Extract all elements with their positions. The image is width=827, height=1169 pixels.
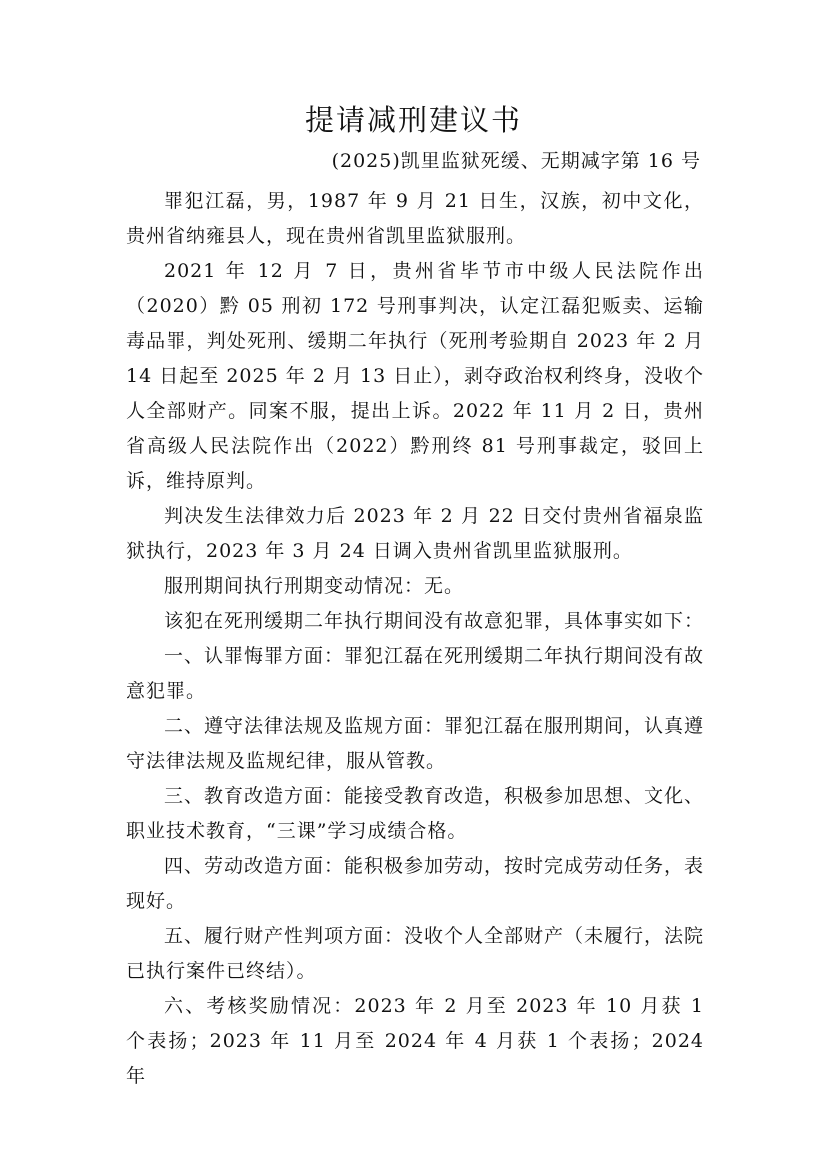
paragraph-sentence-change: 服刑期间执行刑期变动情况：无。 xyxy=(164,575,465,597)
paragraph-rewards: 六、考核奖励情况：2023 年 2 月至 2023 年 10 月获 1 个表扬；2023 年 11 月至 2024 年 4 月获 1 个表扬；2024 年 xyxy=(126,995,704,1087)
paragraph-labor: 四、劳动改造方面：能积极参加劳动，按时完成劳动任务，表现好。 xyxy=(126,855,705,912)
document-title: 提请减刑建议书 xyxy=(304,103,522,137)
document-body xyxy=(126,184,704,1094)
paragraph-facts-intro: 该犯在死刑缓期二年执行期间没有故意犯罪，具体事实如下： xyxy=(164,610,705,632)
paragraph-judgment: 2021 年 12 月 7 日，贵州省毕节市中级人民法院作出（2020）黔 05 刑初 172 号刑事判决，认定江磊犯贩卖、运输毒品罪，判处死刑、缓期二年执行（死刑考验期自 2023 年 2 月 14 日起至 2025 年 2 月 13 日止），剥夺政治权利终身，没收个人全部财产。同案不服，提出上诉。2022 年 11 月 2 日，贵州省高级人民法院作出（2022）黔刑终 81 号刑事裁定，驳回上诉，维持原判。 xyxy=(126,260,704,492)
paragraph-education: 三、教育改造方面：能接受教育改造，积极参加思想、文化、职业技术教育，“三课”学习成绩合格。 xyxy=(126,785,705,842)
document-number: (2025)凯里监狱死缓、无期减字第 16 号 xyxy=(331,150,701,172)
paragraph-law-compliance: 二、遵守法律法规及监规方面：罪犯江磊在服刑期间，认真遵守法律法规及监规纪律，服从管教。 xyxy=(126,715,705,772)
paragraph-execution: 判决发生法律效力后 2023 年 2 月 22 日交付贵州省福泉监狱执行，2023 年 3 月 24 日调入贵州省凯里监狱服刑。 xyxy=(126,505,704,562)
paragraph-property: 五、履行财产性判项方面：没收个人全部财产（未履行，法院已执行案件已终结）。 xyxy=(126,925,705,982)
paragraph-repentance: 一、认罪悔罪方面：罪犯江磊在死刑缓期二年执行期间没有故意犯罪。 xyxy=(126,645,705,702)
paragraph-criminal-info: 罪犯江磊，男，1987 年 9 月 21 日生，汉族，初中文化，贵州省纳雍县人，现在贵州省凯里监狱服刑。 xyxy=(126,190,704,247)
